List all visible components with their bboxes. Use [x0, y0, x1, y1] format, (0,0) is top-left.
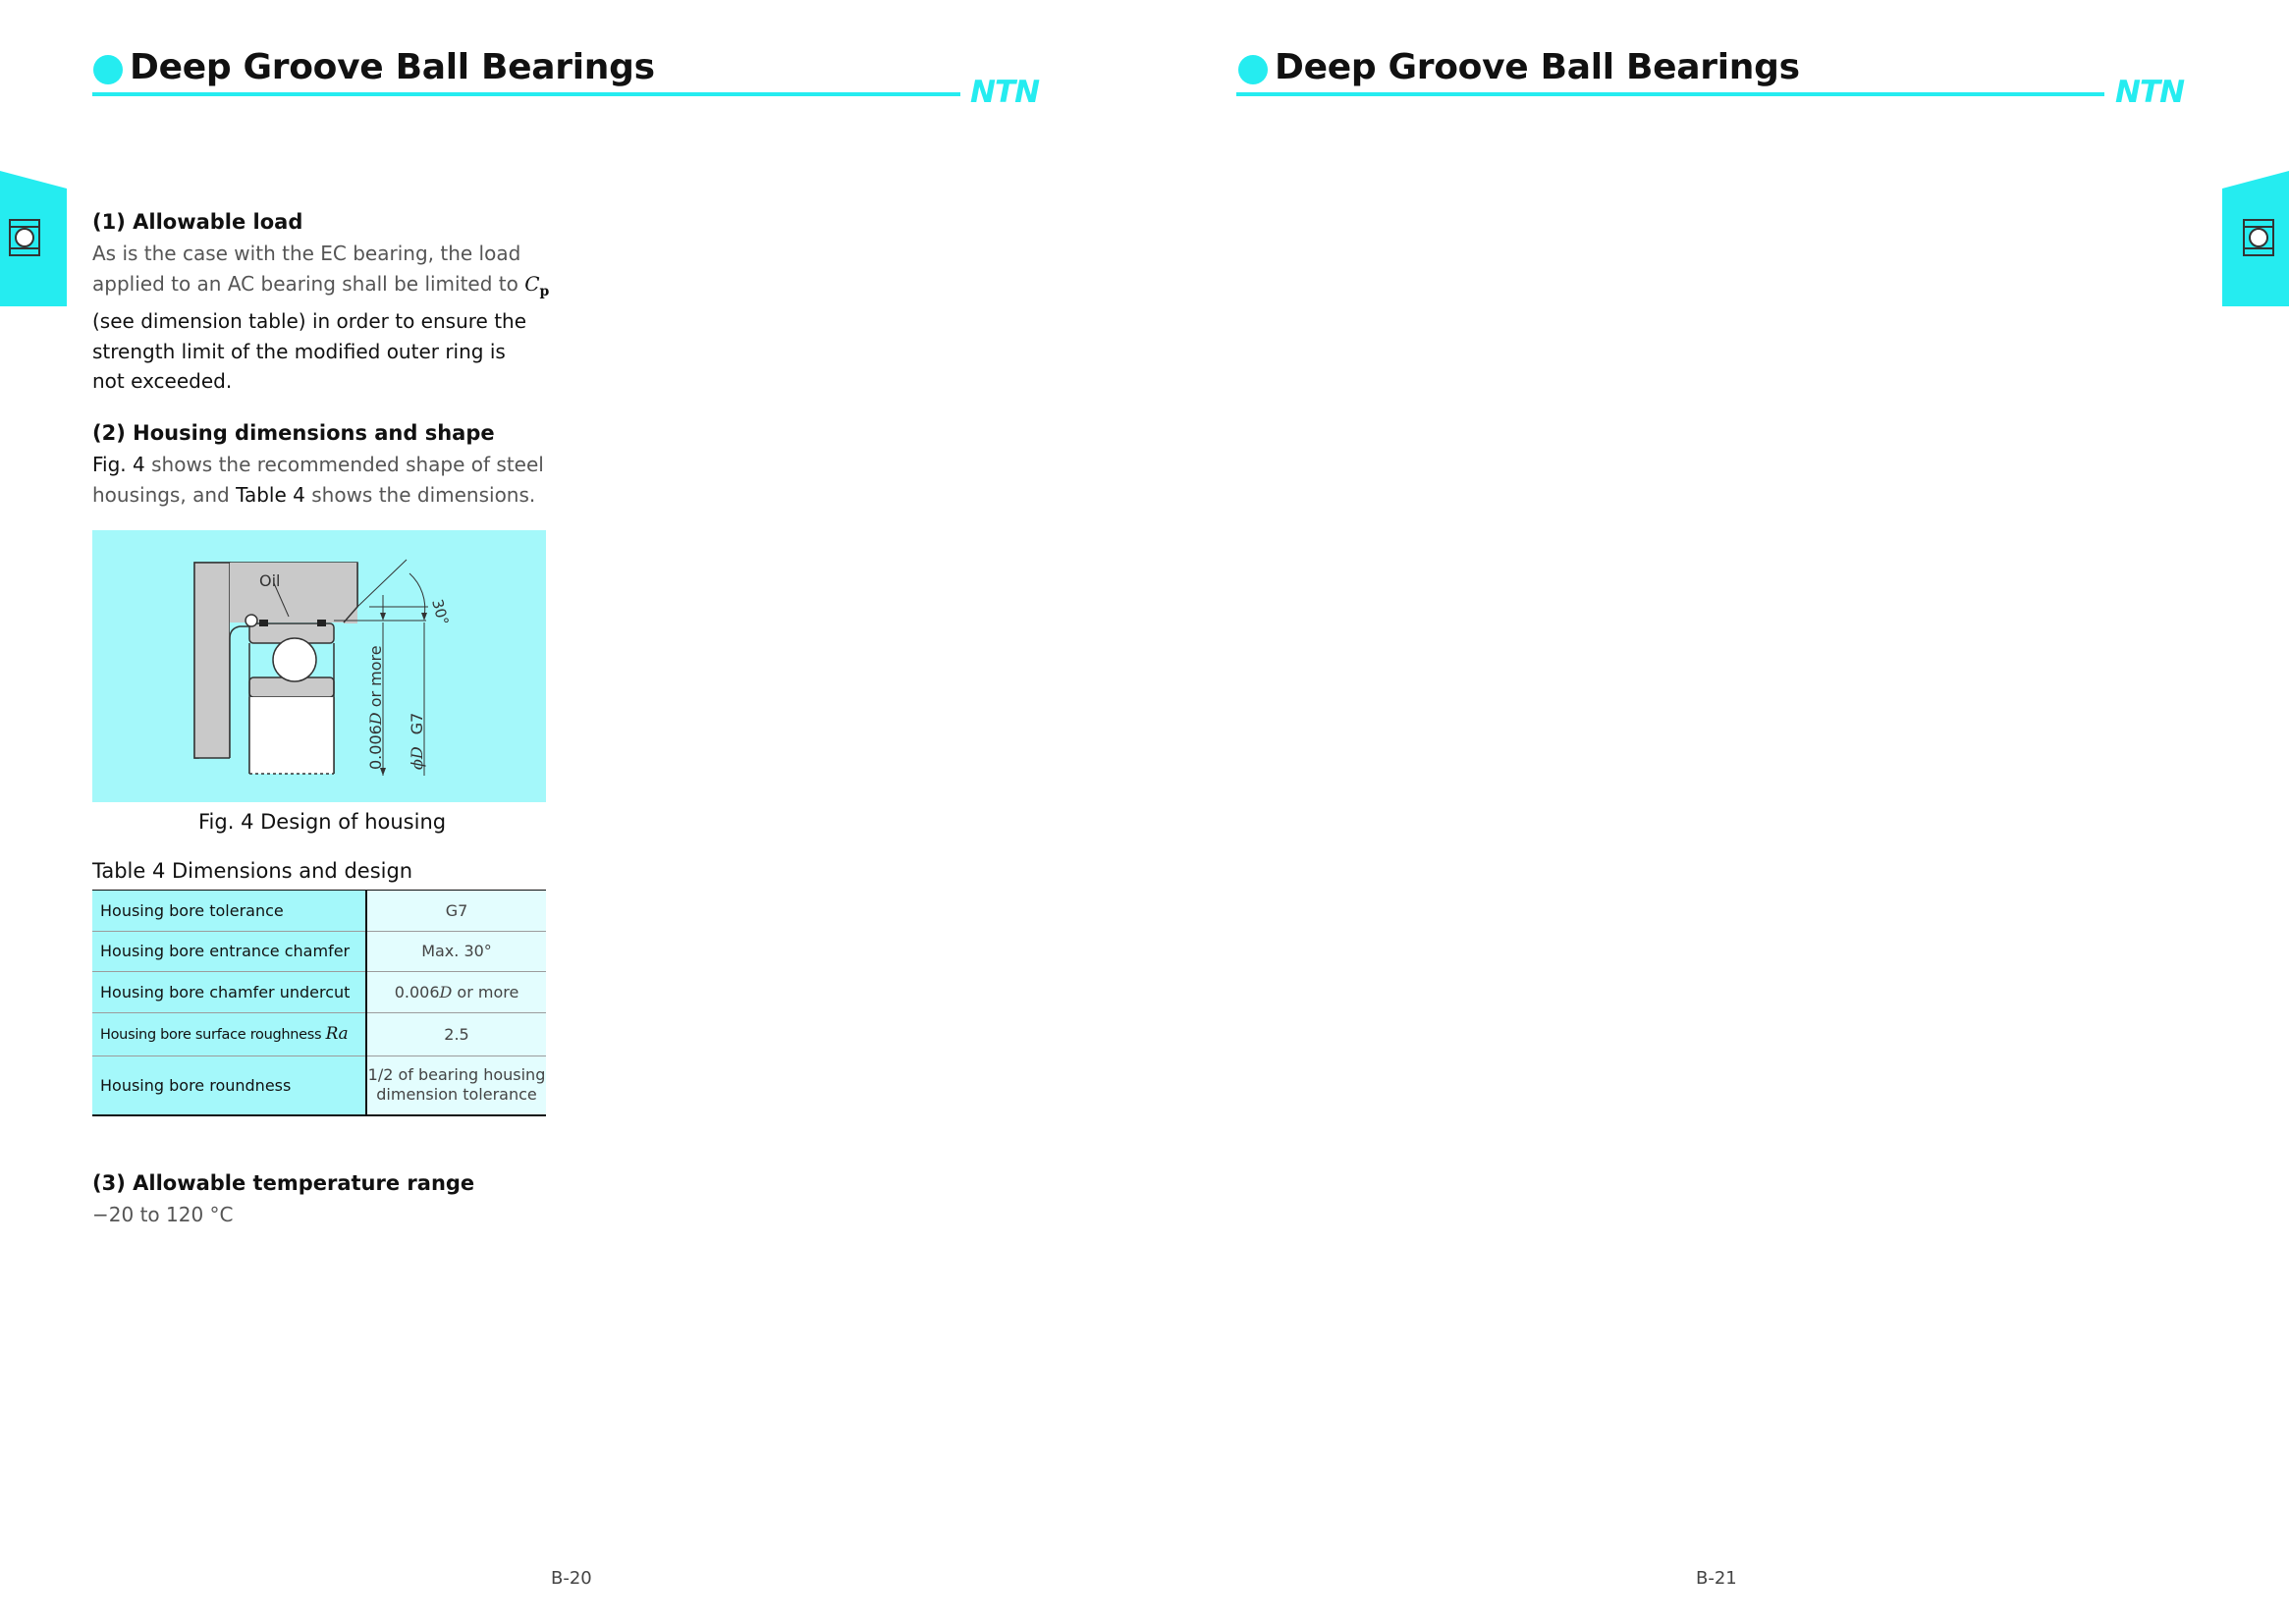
row-value: G7 [366, 891, 546, 931]
housing-diagram [92, 530, 546, 802]
text-line: not exceeded. [92, 369, 233, 393]
figure-caption: Fig. 4 Design of housing [198, 810, 447, 834]
value-tail: or more [452, 982, 519, 1001]
table-row [92, 931, 546, 971]
brand-logo: NTN [970, 75, 1040, 110]
text-line [92, 269, 549, 307]
label-undercut-tail: or more [366, 645, 385, 713]
label-text: Housing bore surface roughness [100, 1027, 326, 1043]
row-label [92, 1012, 366, 1056]
label-undercut [366, 645, 385, 770]
header-bullet-icon [1238, 55, 1268, 84]
symbol-cp: C [524, 271, 540, 296]
row-label: Housing bore chamfer undercut [92, 971, 366, 1012]
text-span: housings, and [92, 482, 237, 507]
side-tab-right [2222, 171, 2289, 306]
table-row [92, 1012, 546, 1056]
header-rule [1236, 92, 2104, 96]
row-value [366, 1056, 546, 1115]
header-rule [92, 92, 960, 96]
label-bore-symbol: ϕD [408, 746, 426, 770]
row-label: Housing bore roundness [92, 1056, 366, 1115]
table-row [92, 971, 546, 1012]
value-line: 1/2 of bearing housing [367, 1065, 546, 1085]
page-number-right: B-21 [1696, 1568, 1737, 1589]
bearing-icon [0, 171, 67, 306]
label-angle: 30° [428, 597, 453, 627]
side-tab-left [0, 171, 67, 306]
symbol-subscript: p [539, 283, 550, 299]
row-value [366, 971, 546, 1012]
section-heading-allowable-load: (1) Allowable load [92, 210, 303, 234]
label-undercut-value: 0.006 [366, 725, 385, 770]
text-span: shows the dimensions. [304, 482, 536, 507]
table-row [92, 891, 546, 931]
label-bore [408, 713, 426, 770]
row-label: Housing bore tolerance [92, 891, 366, 931]
page-title: Deep Groove Ball Bearings [1275, 47, 1800, 87]
value-symbol: D [439, 982, 453, 1001]
figure-reference: Fig. 4 [92, 453, 145, 476]
text-line: (see dimension table) in order to ensure the [92, 309, 527, 333]
section-housing-text [92, 450, 544, 510]
header-bullet-icon [93, 55, 123, 84]
label-symbol: Ra [325, 1024, 349, 1044]
value-number: 0.006 [394, 982, 440, 1001]
row-value: Max. 30° [366, 931, 546, 971]
text-span: applied to an AC bearing shall be limited to [92, 271, 525, 296]
section-heading-temperature: (3) Allowable temperature range [92, 1171, 475, 1195]
table-title: Table 4 Dimensions and design [92, 859, 413, 883]
text-line: As is the case with the EC bearing, the load [92, 242, 521, 265]
label-oil: Oil [259, 571, 281, 590]
dimensions-table [92, 891, 546, 1116]
bearing-icon [2222, 171, 2289, 306]
text-line: strength limit of the modified outer ring is [92, 339, 506, 363]
brand-logo: NTN [2115, 75, 2185, 110]
text-line [92, 480, 544, 511]
label-undercut-symbol: D [366, 712, 385, 726]
page-number-left: B-20 [551, 1568, 592, 1589]
section-heading-housing: (2) Housing dimensions and shape [92, 421, 495, 445]
figure-housing-design [92, 530, 546, 802]
value-line: dimension tolerance [376, 1085, 537, 1105]
section-allowable-load-text [92, 239, 549, 397]
row-label: Housing bore entrance chamfer [92, 931, 366, 971]
text-line [92, 450, 544, 480]
row-value: 2.5 [366, 1012, 546, 1056]
table-reference: Table 4 [236, 482, 305, 507]
label-bore-tolerance: G7 [408, 712, 426, 735]
page-title: Deep Groove Ball Bearings [130, 47, 655, 87]
table-row [92, 1056, 546, 1115]
temperature-range-text: −20 to 120 °C [92, 1203, 234, 1226]
text-span: shows the recommended shape of steel [144, 453, 544, 476]
